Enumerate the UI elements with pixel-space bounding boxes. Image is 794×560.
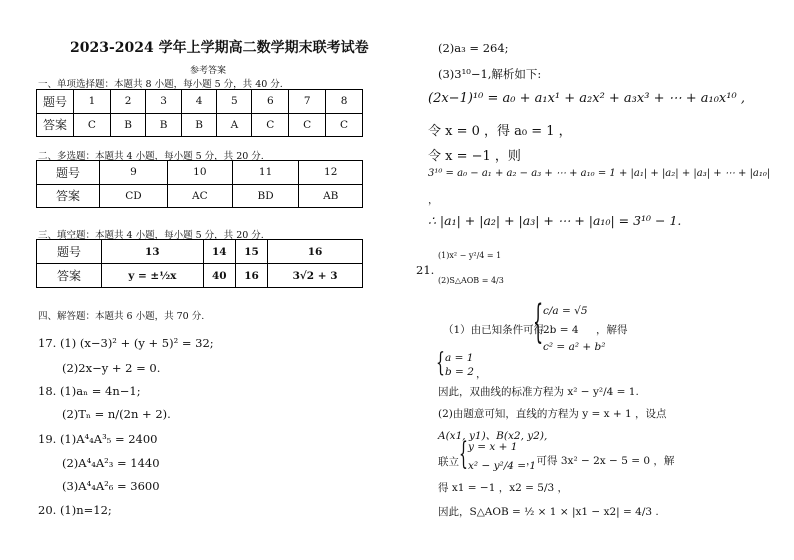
- answer-21-2: (2)S△AOB = 4/3: [438, 276, 504, 285]
- table-cell: B: [110, 113, 146, 137]
- comma: ，: [428, 194, 439, 206]
- table-cell: 8: [326, 90, 363, 114]
- answer-19-3: (3)A⁴₄A²₆ = 3600: [62, 479, 160, 493]
- table-cell: 13: [102, 240, 204, 264]
- table-cell: AC: [167, 184, 232, 208]
- row-label: 答案: [37, 264, 102, 288]
- section2-table: [36, 160, 363, 208]
- table-row: [37, 184, 363, 208]
- answer-19-1: 19. (1)A⁴₄A³₅ = 2400: [38, 432, 158, 446]
- lianli-text: 联立: [438, 456, 459, 468]
- table-cell: BD: [232, 184, 299, 208]
- system-2-eq-b: b = 2: [445, 366, 474, 378]
- table-cell: 10: [167, 161, 232, 185]
- brace-icon: {: [459, 437, 468, 473]
- table-row: [37, 113, 363, 137]
- solution-step-1: （1）由已知条件可得: [443, 324, 545, 336]
- table-row: [37, 161, 363, 185]
- row-label: 题号: [37, 90, 74, 114]
- table-cell: y = ±½x: [102, 264, 204, 288]
- table-cell: CD: [100, 184, 168, 208]
- section3-heading: 三、填空题：本题共 4 小题，每小题 5 分，共 20 分.: [38, 230, 264, 241]
- system-2-end: ，: [476, 368, 487, 380]
- table-cell: 5: [217, 90, 252, 114]
- table-cell: 4: [181, 90, 217, 114]
- table-cell: 16: [235, 264, 267, 288]
- answer-20-2: (2)a₃ = 264;: [438, 41, 509, 55]
- hyperbola-equation: 因此，双曲线的标准方程为 x² − y²/4 = 1.: [438, 386, 639, 398]
- system-1-eq-c: c² = a² + b²: [543, 341, 606, 353]
- table-cell: C: [326, 113, 363, 137]
- brace-icon: {: [436, 348, 445, 379]
- table-cell: 15: [235, 240, 267, 264]
- table-cell: A: [217, 113, 252, 137]
- answer-18-2: (2)Tₙ = n/(2n + 2).: [62, 407, 171, 421]
- table-cell: 14: [203, 240, 235, 264]
- table-cell: C: [74, 113, 111, 137]
- table-cell: 3√2 + 3: [268, 264, 363, 288]
- table-cell: C: [289, 113, 326, 137]
- section3-table: [36, 239, 363, 288]
- table-cell: 3: [146, 90, 182, 114]
- area-result: 因此，S△AOB = ½ × 1 × |x1 − x2| = 4/3 .: [438, 506, 659, 518]
- section4-heading: 四、解答题：本题共 6 小题，共 70 分.: [38, 311, 205, 322]
- question-21-number: 21.: [416, 263, 435, 277]
- table-cell: B: [181, 113, 217, 137]
- answer-19-2: (2)A⁴₄A²₃ = 1440: [62, 456, 160, 470]
- system-3-eq-a: y = x + 1: [468, 441, 518, 453]
- section1-heading: 一、单项选择题：本题共 8 小题，每小题 5 分，共 40 分.: [38, 79, 283, 90]
- section2-heading: 二、多选题：本题共 4 小题，每小题 5 分，共 20 分.: [38, 151, 264, 162]
- roots-text: 得 x1 = −1 ，x2 = 5/3 ，: [438, 482, 569, 494]
- table-row: [37, 264, 363, 288]
- page-subtitle: 参考答案: [190, 66, 227, 76]
- table-row: [37, 240, 363, 264]
- page-title: 2023-2024 学年上学期高二数学期末联考试卷: [70, 40, 369, 56]
- row-label: 题号: [37, 161, 100, 185]
- table-row: [37, 90, 363, 114]
- table-cell: 16: [268, 240, 363, 264]
- system-1-eq-a: c/a = √5: [543, 305, 588, 317]
- line-equation-text: (2)由题意可知，直线的方程为 y = x + 1 ，设点: [438, 408, 667, 420]
- table-cell: B: [146, 113, 182, 137]
- table-cell: 2: [110, 90, 146, 114]
- table-cell: 7: [289, 90, 326, 114]
- table-cell: AB: [299, 184, 363, 208]
- substitute-zero: 令 x = 0 ，得 a₀ = 1 ，: [428, 124, 572, 139]
- answer-18-1: 18. (1)aₙ = 4n−1;: [38, 384, 141, 398]
- answer-17-1: 17. (1) (x−3)² + (y + 5)² = 32;: [38, 336, 214, 350]
- brace-icon: {: [533, 294, 544, 348]
- substitute-minus-one: 令 x = −1 ，则: [428, 149, 521, 164]
- quadratic-text: ，可得 3x² − 2x − 5 = 0 ，解: [526, 455, 675, 467]
- alternating-sum: 3¹⁰ = a₀ − a₁ + a₂ − a₃ + ⋯ + a₁₀ = 1 + |a₁| + |a₂| + |a₃| + ⋯ + |a₁₀|: [428, 168, 771, 179]
- answer-21-1: (1)x² − y²/4 = 1: [438, 251, 502, 260]
- table-cell: 12: [299, 161, 363, 185]
- row-label: 答案: [37, 184, 100, 208]
- answer-20-3: (3)3¹⁰−1,解析如下:: [438, 67, 542, 81]
- solve-text: ，解得: [596, 324, 628, 336]
- row-label: 题号: [37, 240, 102, 264]
- system-3-eq-b: x² − y²/4 = 1: [468, 460, 537, 472]
- table-cell: 1: [74, 90, 111, 114]
- points-text: A(x1, y1)、B(x2, y2),: [438, 430, 548, 442]
- table-cell: 9: [100, 161, 168, 185]
- system-2-eq-a: a = 1: [445, 352, 474, 364]
- row-label: 答案: [37, 113, 74, 137]
- answer-20-1: 20. (1)n=12;: [38, 503, 112, 517]
- expansion-equation: (2x−1)¹⁰ = a₀ + a₁x¹ + a₂x² + a₃x³ + ⋯ + a₁₀x¹⁰ ,: [428, 91, 745, 106]
- table-cell: C: [252, 113, 289, 137]
- table-cell: 40: [203, 264, 235, 288]
- table-cell: 6: [252, 90, 289, 114]
- table-cell: 11: [232, 161, 299, 185]
- section1-table: [36, 89, 363, 137]
- system-1-eq-b: 2b = 4: [543, 324, 579, 336]
- absolute-sum-result: ∴ |a₁| + |a₂| + |a₃| + ⋯ + |a₁₀| = 3¹⁰ − 1.: [428, 213, 682, 228]
- answer-17-2: (2)2x−y + 2 = 0.: [62, 361, 161, 375]
